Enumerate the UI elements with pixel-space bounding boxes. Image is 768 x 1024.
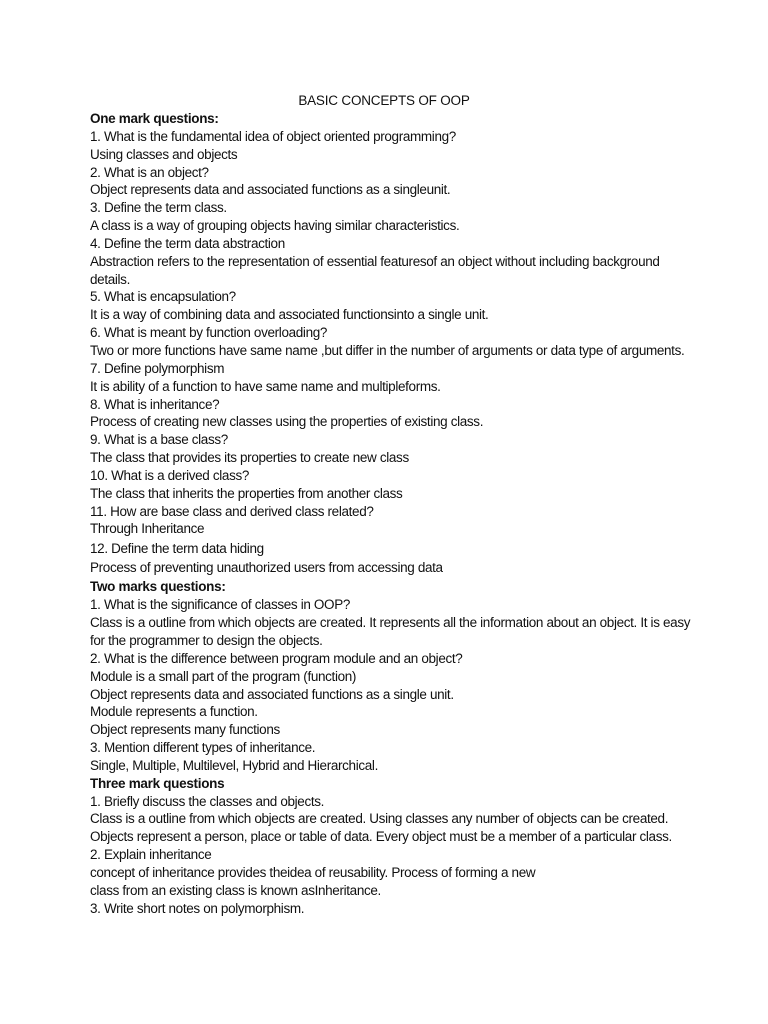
text-line: Object represents data and associated functions as a single unit. xyxy=(90,686,454,702)
text-line: 3. Write short notes on polymorphism. xyxy=(90,900,305,916)
text-line: 7. Define polymorphism xyxy=(90,360,225,376)
document-body xyxy=(90,110,690,917)
text-line: Objects represent a person, place or table of data. Every object must be a member of a particular class. xyxy=(90,829,672,845)
document-title: BASIC CONCEPTS OF OOP xyxy=(298,93,470,108)
text-line: 4. Define the term data abstraction xyxy=(90,235,285,251)
text-line: Using classes and objects xyxy=(90,146,238,162)
text-line: A class is a way of grouping objects having similar characteristics. xyxy=(90,218,460,234)
text-line: It is a way of combining data and associated functionsinto a single unit. xyxy=(90,307,489,323)
text-line: 5. What is encapsulation? xyxy=(90,289,236,305)
text-line: 11. How are base class and derived class related? xyxy=(90,503,374,519)
text-line: Process of preventing unauthorized users from accessing data xyxy=(90,560,443,576)
text-line: 2. Explain inheritance xyxy=(90,847,212,863)
text-line: Module represents a function. xyxy=(90,704,258,720)
text-line: Module is a small part of the program (function) xyxy=(90,668,357,684)
text-line: Abstraction refers to the representation of essential featuresof an object without including background xyxy=(90,253,660,269)
text-line: 1. What is the fundamental idea of object oriented programming? xyxy=(90,128,456,144)
text-line: concept of inheritance provides theidea of reusability. Process of forming a new xyxy=(90,864,536,880)
text-line: details. xyxy=(90,271,130,287)
section-heading: One mark questions: xyxy=(90,111,219,126)
text-line: 1. Briefly discuss the classes and objects. xyxy=(90,793,325,809)
text-line: 2. What is an object? xyxy=(90,164,209,180)
text-line: The class that provides its properties to create new class xyxy=(90,450,409,466)
text-line: Object represents data and associated functions as a singleunit. xyxy=(90,182,451,198)
text-line: class from an existing class is known asInheritance. xyxy=(90,882,381,898)
text-line: The class that inherits the properties from another class xyxy=(90,485,403,501)
text-line: Two or more functions have same name ,but differ in the number of arguments or data type of arguments. xyxy=(90,342,685,358)
text-line: 8. What is inheritance? xyxy=(90,396,220,412)
text-line: 3. Define the term class. xyxy=(90,200,227,216)
section-heading: Three mark questions xyxy=(90,775,225,791)
text-line: 3. Mention different types of inheritance. xyxy=(90,740,316,756)
text-line: 9. What is a base class? xyxy=(90,432,228,448)
text-line: 6. What is meant by function overloading? xyxy=(90,325,328,341)
text-line: 2. What is the difference between program module and an object? xyxy=(90,650,463,666)
text-line: Through Inheritance xyxy=(90,521,205,537)
text-line: It is ability of a function to have same name and multipleforms. xyxy=(90,378,441,394)
section-heading: Two marks questions: xyxy=(90,579,226,595)
text-line: 12. Define the term data hiding xyxy=(90,540,264,556)
text-line: Process of creating new classes using the properties of existing class. xyxy=(90,414,484,430)
text-line: 10. What is a derived class? xyxy=(90,467,250,483)
text-line: Object represents many functions xyxy=(90,722,280,738)
text-line: 1. What is the significance of classes in OOP? xyxy=(90,597,351,613)
text-line: Class is a outline from which objects are created. It represents all the information about an object. It is easy xyxy=(90,615,691,631)
text-line: Single, Multiple, Multilevel, Hybrid and Hierarchical. xyxy=(90,757,378,773)
text-line: for the programmer to design the objects. xyxy=(90,632,323,648)
text-line: Class is a outline from which objects are created. Using classes any number of objects can be created. xyxy=(90,811,669,827)
